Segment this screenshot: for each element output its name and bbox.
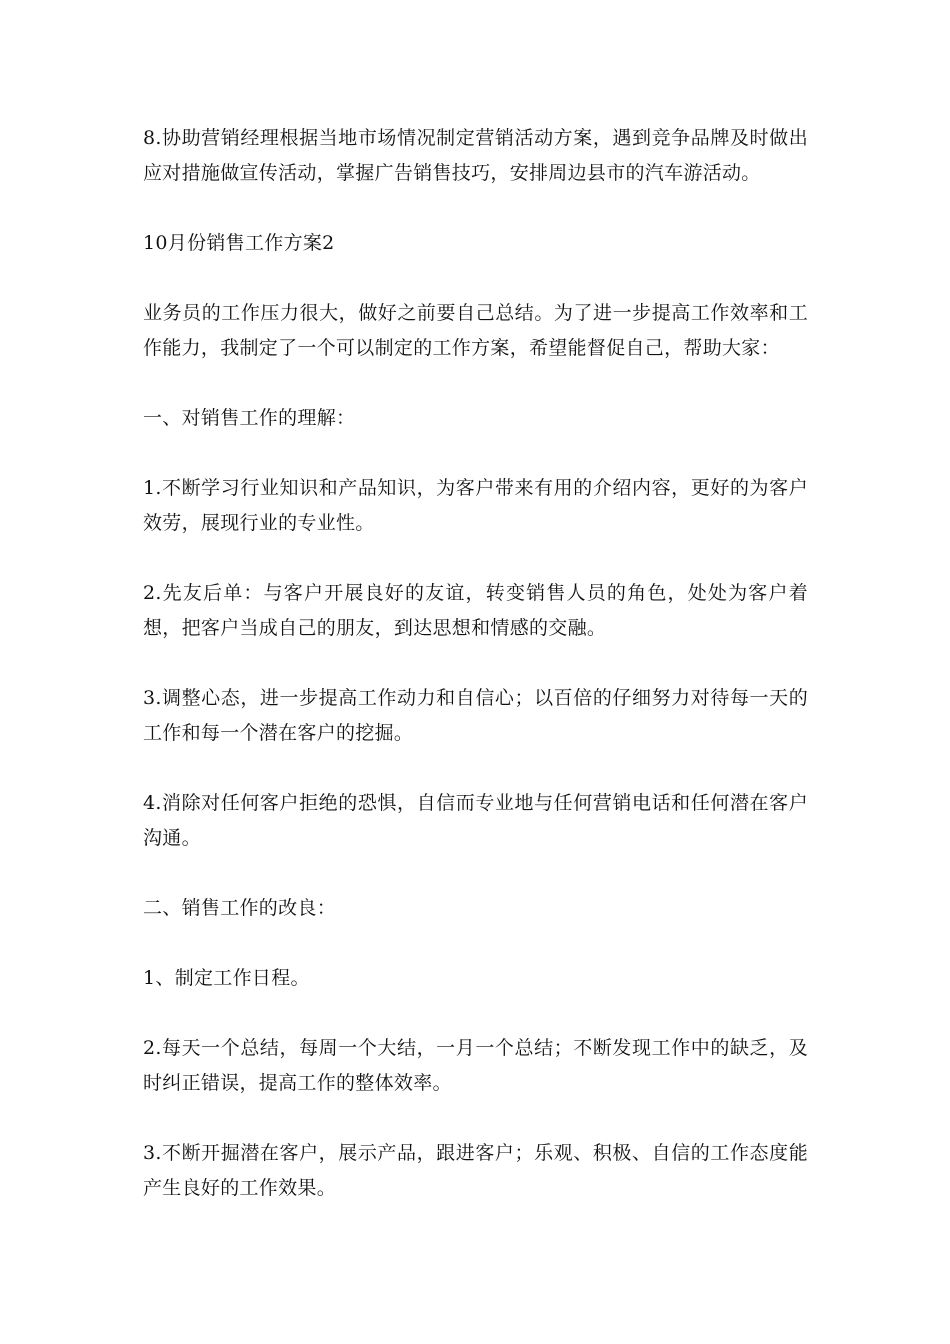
paragraph-item-8: 8.协助营销经理根据当地市场情况制定营销活动方案，遇到竞争品牌及时做出应对措施做宣传活动，掌握广告销售技巧，安排周边县市的汽车游活动。	[143, 127, 808, 184]
paragraph-item-4: 4.消除对任何客户拒绝的恐惧，自信而专业地与任何营销电话和任何潜在客户沟通。	[143, 792, 808, 849]
paragraph-improvement-2: 2.每天一个总结，每周一个大结，一月一个总结；不断发现工作中的缺乏，及时纠正错误，提高工作的整体效率。	[143, 1037, 808, 1094]
paragraph-item-3: 3.调整心态，进一步提高工作动力和自信心；以百倍的仔细努力对待每一天的工作和每一个潜在客户的挖掘。	[143, 687, 808, 744]
section-heading-plan-2: 10月份销售工作方案2	[143, 232, 335, 254]
paragraph-item-1: 1.不断学习行业知识和产品知识，为客户带来有用的介绍内容，更好的为客户效劳，展现行业的专业性。	[143, 477, 808, 534]
document-body	[143, 121, 808, 1241]
intro-paragraph: 业务员的工作压力很大，做好之前要自己总结。为了进一步提高工作效率和工作能力，我制定了一个可以制定的工作方案，希望能督促自己，帮助大家：	[143, 302, 808, 359]
section-heading-understanding: 一、对销售工作的理解：	[143, 407, 356, 429]
paragraph-item-2: 2.先友后单：与客户开展良好的友谊，转变销售人员的角色，处处为客户着想，把客户当成自己的朋友，到达思想和情感的交融。	[143, 582, 808, 639]
section-heading-improvement: 二、销售工作的改良：	[143, 897, 337, 919]
paragraph-improvement-1: 1、制定工作日程。	[143, 967, 310, 989]
paragraph-improvement-3: 3.不断开掘潜在客户，展示产品，跟进客户；乐观、积极、自信的工作态度能产生良好的工作效果。	[143, 1142, 808, 1199]
